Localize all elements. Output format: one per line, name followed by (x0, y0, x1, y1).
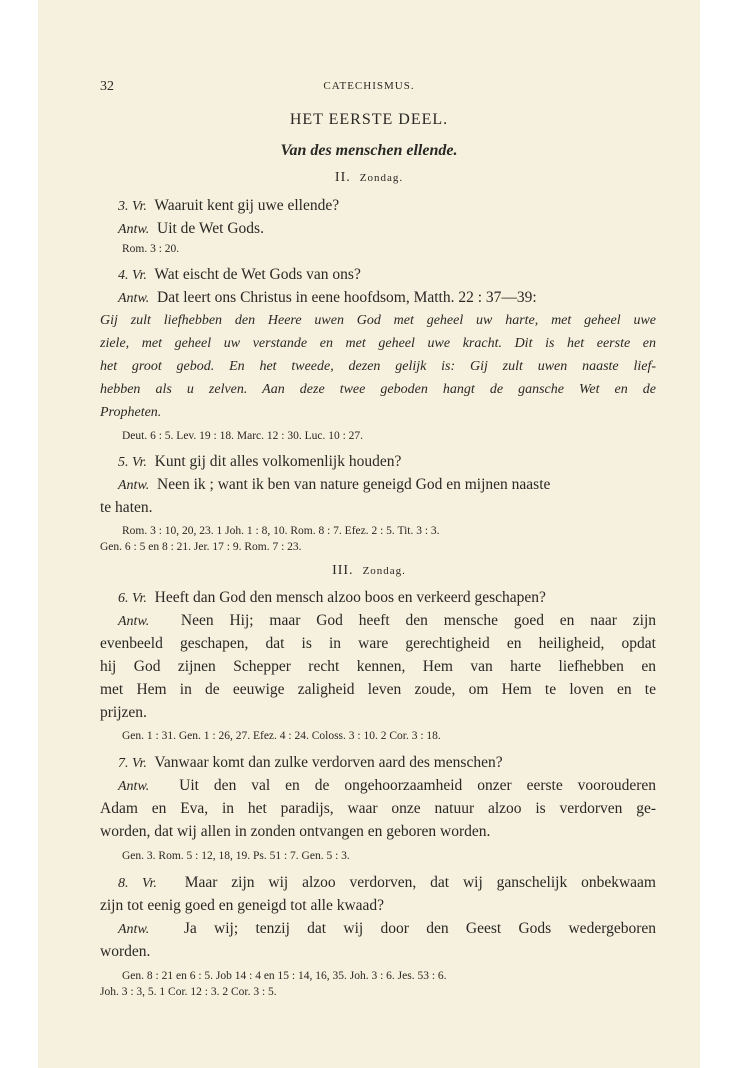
answer-label: Antw. (118, 614, 150, 629)
question-text: Heeft dan God den mensch alzoo boos en verkeerd geschapen? (154, 589, 546, 606)
zondag-label: Zondag. (359, 172, 404, 184)
answer-label: Antw. (118, 291, 150, 306)
answer-7 (118, 777, 656, 795)
book-page (38, 0, 700, 1068)
references-4: Deut. 6 : 5. Lev. 19 : 18. Marc. 12 : 30. Luc. 10 : 27. (122, 430, 364, 442)
answer-5-cont: te haten. (100, 499, 153, 516)
answer-line: hij God zijnen Schepper recht kennen, Hem van harte liefhebben en (100, 658, 656, 675)
references-7: Gen. 3. Rom. 5 : 12, 18, 19. Ps. 51 : 7. Gen. 5 : 3. (122, 850, 350, 862)
answer-5 (118, 476, 550, 494)
question-label: 5. Vr. (118, 455, 147, 470)
answer-6 (118, 612, 656, 630)
question-8-cont: zijn tot eenig goed en geneigd tot alle kwaad? (100, 897, 385, 914)
running-title: CATECHISMUS. (323, 80, 415, 92)
answer-label: Antw. (118, 222, 150, 237)
references-3: Rom. 3 : 20. (122, 243, 180, 255)
page-number: 32 (100, 79, 114, 94)
answer-line: worden. (100, 943, 151, 960)
answer-line: met Hem in de eeuwige zaligheid leven zoude, om Hem te loven en te (100, 681, 656, 698)
answer-label: Antw. (118, 779, 150, 794)
question-7 (118, 754, 503, 772)
quote-line: Gij zult liefhebben den Heere uwen God met geheel uw harte, met geheel uwe (100, 313, 656, 328)
question-label: 3. Vr. (118, 199, 147, 214)
answer-line: prijzen. (100, 704, 147, 721)
answer-line: evenbeeld geschapen, dat is in ware gerechtigheid en heiligheid, opdat (100, 635, 656, 652)
zondag-numeral: II. (334, 170, 351, 185)
quote-line: Propheten. (100, 405, 162, 420)
question-text: Maar zijn wij alzoo verdorven, dat wij ganschelijk onbekwaam (184, 874, 656, 891)
quote-line: het groot gebod. En het tweede, dezen gelijk is: Gij zult uwen naaste lief- (100, 359, 656, 374)
question-label: 6. Vr. (118, 591, 147, 606)
answer-text: Neen ik ; want ik ben van nature geneigd God en mijnen naaste (157, 476, 551, 493)
quote-line: hebben als u zelven. Aan deze twee geboden hangt de gansche Wet en de (100, 382, 656, 397)
references-8: Gen. 8 : 21 en 6 : 5. Job 14 : 4 en 15 : 14, 16, 35. Joh. 3 : 6. Jes. 53 : 6. (122, 970, 447, 982)
answer-text: Ja wij; tenzij dat wij door den Geest Gods wedergeboren (183, 920, 656, 937)
zondag-numeral: III. (332, 563, 354, 578)
question-text: Kunt gij dit alles volkomenlijk houden? (154, 453, 402, 470)
question-3 (118, 197, 339, 215)
question-text: Wat eischt de Wet Gods van ons? (154, 266, 361, 283)
references-8-cont: Joh. 3 : 3, 5. 1 Cor. 12 : 3. 2 Cor. 3 : 5. (100, 986, 277, 998)
answer-3 (118, 220, 264, 238)
part-title: HET EERSTE DEEL. (289, 111, 449, 128)
answer-4 (118, 289, 537, 307)
quote-line: ziele, met geheel uw verstande en met geheel uwe kracht. Dit is het eerste en (100, 336, 656, 351)
question-label: 8. Vr. (118, 876, 157, 891)
subtitle: Van des menschen ellende. (280, 142, 458, 159)
question-4 (118, 266, 361, 284)
answer-text: Uit den val en de ongehoorzaamheid onzer eerste voorouderen (179, 777, 657, 794)
question-5 (118, 453, 401, 471)
question-label: 7. Vr. (118, 756, 147, 771)
answer-text: Neen Hij; maar God heeft den mensche goed en naar zijn (180, 612, 656, 629)
question-6 (118, 589, 546, 607)
zondag-label: Zondag. (362, 565, 406, 577)
answer-line: Adam en Eva, in het paradijs, waar onze natuur alzoo is verdorven ge- (100, 800, 656, 817)
references-5-cont: Gen. 6 : 5 en 8 : 21. Jer. 17 : 9. Rom. 7 : 23. (100, 541, 302, 553)
answer-text: Uit de Wet Gods. (157, 220, 264, 237)
question-8 (118, 874, 656, 892)
zondag-heading (38, 563, 700, 579)
question-text: Vanwaar komt dan zulke verdorven aard des menschen? (154, 754, 503, 771)
answer-8 (118, 920, 656, 938)
references-5: Rom. 3 : 10, 20, 23. 1 Joh. 1 : 8, 10. Rom. 8 : 7. Efez. 2 : 5. Tit. 3 : 3. (122, 525, 440, 537)
question-label: 4. Vr. (118, 268, 147, 283)
question-text: Waaruit kent gij uwe ellende? (154, 197, 340, 214)
answer-line: worden, dat wij allen in zonden ontvangen en geboren worden. (100, 823, 491, 840)
answer-label: Antw. (118, 478, 150, 493)
references-6: Gen. 1 : 31. Gen. 1 : 26, 27. Efez. 4 : 24. Coloss. 3 : 10. 2 Cor. 3 : 18. (122, 730, 441, 742)
zondag-heading (38, 170, 700, 186)
answer-label: Antw. (118, 922, 150, 937)
answer-text: Dat leert ons Christus in eene hoofdsom, Matth. 22 : 37—39: (157, 289, 537, 306)
